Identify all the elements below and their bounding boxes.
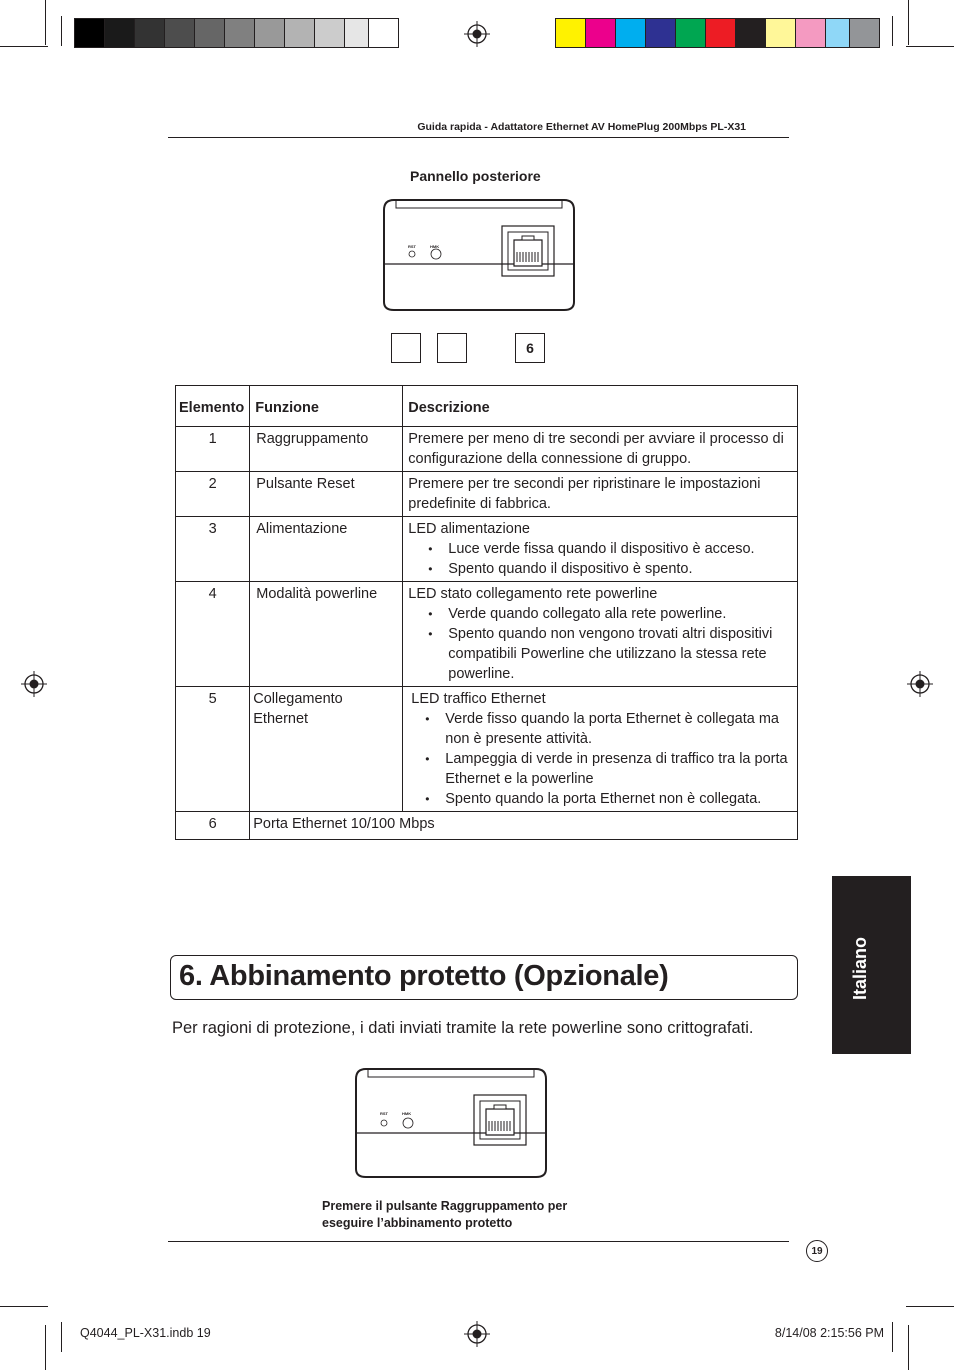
color-swatch xyxy=(675,18,706,48)
header-rule xyxy=(168,137,789,138)
crop-mark xyxy=(892,16,893,46)
crop-mark xyxy=(0,46,48,47)
color-swatch xyxy=(705,18,736,48)
item-description xyxy=(403,687,798,812)
hmk-label: HMK xyxy=(402,1111,412,1116)
description-text: LED alimentazione xyxy=(408,521,530,537)
item-description xyxy=(403,427,798,472)
crop-mark xyxy=(61,1322,62,1352)
item-number: 5 xyxy=(176,687,250,812)
table-row xyxy=(176,472,798,517)
color-swatch xyxy=(795,18,826,48)
crop-mark xyxy=(908,0,909,45)
color-swatch xyxy=(849,18,880,48)
color-swatch xyxy=(735,18,766,48)
color-swatch xyxy=(555,18,586,48)
section-title: 6. Abbinamento protetto (Opzionale) xyxy=(179,960,669,992)
crop-mark xyxy=(906,46,954,47)
table-row xyxy=(176,582,798,687)
registration-mark-icon xyxy=(21,671,47,697)
item-function: Modalità powerline xyxy=(250,582,403,687)
rear-panel-caption: Pannello posteriore xyxy=(410,168,541,184)
description-text: Premere per meno di tre secondi per avviare il processo di configurazione della connessione di gruppo. xyxy=(408,431,784,467)
function-table xyxy=(175,385,798,840)
crop-mark xyxy=(892,1322,893,1352)
item-function: Raggruppamento xyxy=(250,427,403,472)
running-head: Guida rapida - Adattatore Ethernet AV HomePlug 200Mbps PL-X31 xyxy=(417,121,746,133)
callout-box xyxy=(437,333,467,363)
gray-swatch xyxy=(224,18,255,48)
list-item: • Verde fisso quando la porta Ethernet è collegata ma non è presente attività. xyxy=(405,709,792,749)
footer-rule xyxy=(168,1241,789,1242)
figure-caption: Premere il pulsante Raggruppamento per eseguire l’abbinamento protetto xyxy=(322,1199,568,1230)
item-description xyxy=(403,517,798,582)
gray-swatch xyxy=(284,18,315,48)
gray-swatch xyxy=(314,18,345,48)
crop-mark xyxy=(906,1306,954,1307)
color-swatch xyxy=(585,18,616,48)
gray-swatch xyxy=(164,18,195,48)
pairing-device-illustration xyxy=(354,1065,548,1181)
crop-mark xyxy=(61,16,62,46)
table-row xyxy=(176,812,798,840)
crop-mark xyxy=(45,1325,46,1370)
section-body-text: Per ragioni di protezione, i dati inviati tramite la rete powerline sono crittografati. xyxy=(172,1019,754,1037)
gray-swatch xyxy=(104,18,135,48)
column-header: Descrizione xyxy=(403,386,798,427)
item-function: Porta Ethernet 10/100 Mbps xyxy=(250,812,798,840)
item-description xyxy=(403,472,798,517)
item-function: Pulsante Reset xyxy=(250,472,403,517)
gray-swatch xyxy=(254,18,285,48)
table-row xyxy=(176,687,798,812)
description-text: LED traffico Ethernet xyxy=(411,691,546,707)
registration-mark-icon xyxy=(464,21,490,47)
list-item: • Spento quando non vengono trovati altri dispositivi compatibili Powerline che utilizzano la stessa rete powerline. xyxy=(408,624,792,684)
item-number: 1 xyxy=(176,427,250,472)
column-header: Elemento xyxy=(176,386,250,427)
crop-mark xyxy=(45,0,46,45)
rst-label: RST xyxy=(380,1111,388,1116)
list-item: • Verde quando collegato alla rete powerline. xyxy=(408,604,792,624)
callout-box xyxy=(391,333,421,363)
language-tab-label: Italiano xyxy=(850,936,870,1000)
crop-mark xyxy=(0,1306,48,1307)
gray-swatch xyxy=(368,18,399,48)
table-row xyxy=(176,427,798,472)
list-item: • Luce verde fissa quando il dispositivo è acceso. xyxy=(408,539,792,559)
item-description xyxy=(403,582,798,687)
registration-mark-icon xyxy=(464,1321,490,1347)
callout-box-6: 6 xyxy=(515,333,545,363)
item-number: 2 xyxy=(176,472,250,517)
rst-label: RST xyxy=(408,244,416,249)
color-swatch xyxy=(765,18,796,48)
crop-mark xyxy=(908,1325,909,1370)
registration-mark-icon xyxy=(907,671,933,697)
gray-swatch xyxy=(134,18,165,48)
item-number: 3 xyxy=(176,517,250,582)
item-number: 6 xyxy=(176,812,250,840)
slug-filename: Q4044_PL-X31.indb 19 xyxy=(80,1326,211,1340)
gray-swatch xyxy=(194,18,225,48)
column-header: Funzione xyxy=(250,386,403,427)
page-number: 19 xyxy=(806,1240,828,1262)
item-number: 4 xyxy=(176,582,250,687)
list-item: • Lampeggia di verde in presenza di traffico tra la porta Ethernet e la powerline xyxy=(405,749,792,789)
table-row xyxy=(176,517,798,582)
item-function: Alimentazione xyxy=(250,517,403,582)
description-text: Premere per tre secondi per ripristinare le impostazioni predefinite di fabbrica. xyxy=(408,476,761,512)
color-swatch xyxy=(615,18,646,48)
rear-panel-illustration xyxy=(382,196,576,314)
language-tab xyxy=(832,876,911,1054)
item-function: Collegamento Ethernet xyxy=(250,687,403,812)
color-swatch xyxy=(645,18,676,48)
gray-swatch xyxy=(74,18,105,48)
description-text: LED stato collegamento rete powerline xyxy=(408,586,658,602)
hmk-label: HMK xyxy=(430,244,440,249)
slug-timestamp: 8/14/08 2:15:56 PM xyxy=(774,1326,884,1340)
table-header-row xyxy=(176,386,798,427)
list-item: • Spento quando il dispositivo è spento. xyxy=(408,559,792,579)
list-item: • Spento quando la porta Ethernet non è collegata. xyxy=(405,789,792,809)
